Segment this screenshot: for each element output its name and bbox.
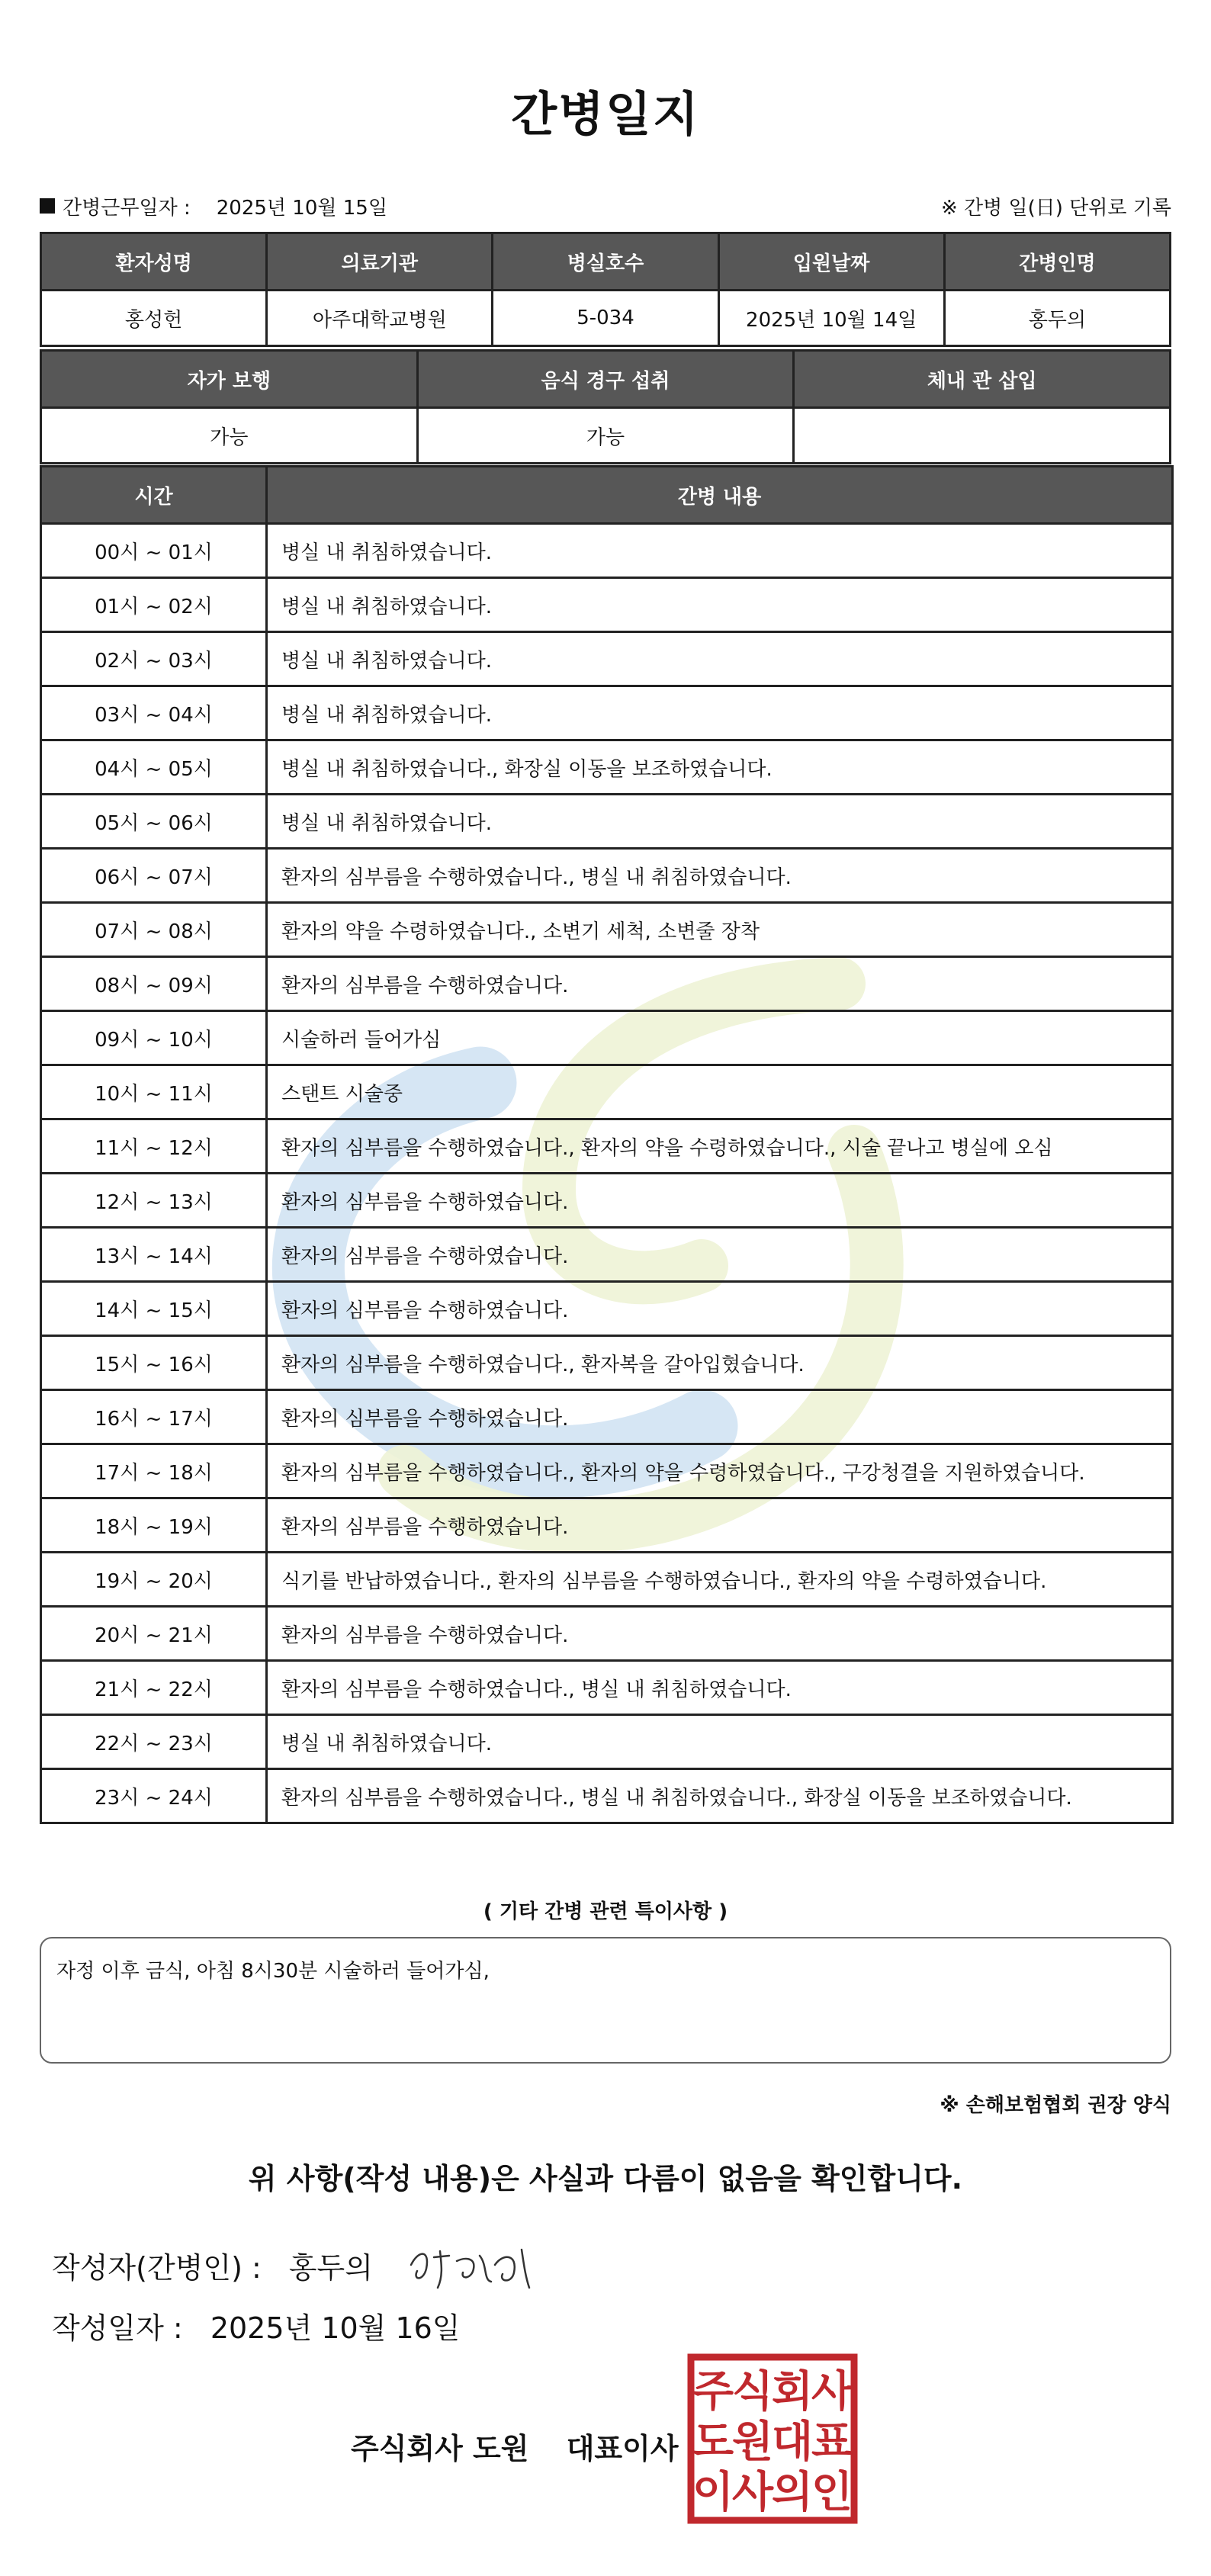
care-content: 환자의 심부름을 수행하였습니다. (267, 1607, 1173, 1661)
table-row (41, 1390, 1173, 1444)
table-row (41, 1498, 1173, 1553)
oral-intake-value: 가능 (417, 408, 794, 464)
written-date-value: 2025년 10월 16일 (210, 2311, 461, 2345)
header-time: 시간 (41, 467, 267, 524)
patient-status-table (40, 349, 1171, 464)
notes-box: 자정 이후 금식, 아침 8시30분 시술하러 들어가심, (40, 1937, 1171, 2064)
care-content: 환자의 심부름을 수행하였습니다., 환자의 약을 수령하였습니다., 구강청결을 지원하였습니다. (267, 1444, 1173, 1498)
header-tube: 체내 관 삽입 (794, 351, 1171, 408)
seal-glyph: 사 (731, 2468, 774, 2517)
signature (403, 2234, 541, 2295)
time-slot: 15시 ~ 16시 (41, 1336, 267, 1390)
time-slot: 03시 ~ 04시 (41, 686, 267, 740)
care-content: 환자의 심부름을 수행하였습니다. (267, 1228, 1173, 1282)
patient-info-table (40, 232, 1171, 347)
time-slot: 01시 ~ 02시 (41, 578, 267, 632)
table-row (41, 740, 1173, 795)
care-content: 환자의 심부름을 수행하였습니다. (267, 1390, 1173, 1444)
table-row (41, 1607, 1173, 1661)
notes-title: ( 기타 간병 관련 특이사항 ) (483, 1900, 728, 1923)
time-slot: 04시 ~ 05시 (41, 740, 267, 795)
time-slot: 20시 ~ 21시 (41, 1607, 267, 1661)
written-date-line (52, 2305, 461, 2346)
care-content: 병실 내 취침하였습니다. (267, 686, 1173, 740)
tube-value (794, 408, 1171, 464)
table-row (41, 1769, 1173, 1823)
care-content: 스탠트 시술중 (267, 1065, 1173, 1119)
company-seal-stamp (686, 2353, 859, 2525)
time-slot: 07시 ~ 08시 (41, 903, 267, 957)
room-number: 5-034 (493, 291, 718, 346)
table-row (41, 1065, 1173, 1119)
care-content: 식기를 반납하였습니다., 환자의 심부름을 수행하였습니다., 환자의 약을 수령하였습니다. (267, 1553, 1173, 1607)
writer-line (52, 2234, 541, 2295)
table-row (41, 1282, 1173, 1336)
table-row (41, 1228, 1173, 1282)
table-row (41, 524, 1173, 578)
time-slot: 00시 ~ 01시 (41, 524, 267, 578)
care-content: 환자의 심부름을 수행하였습니다. (267, 1282, 1173, 1336)
time-slot: 19시 ~ 20시 (41, 1553, 267, 1607)
time-slot: 08시 ~ 09시 (41, 957, 267, 1011)
table-row (41, 1715, 1173, 1769)
company-rep-title: 대표이사 (566, 2432, 679, 2465)
time-slot: 21시 ~ 22시 (41, 1661, 267, 1715)
header-oral-intake: 음식 경구 섭취 (417, 351, 794, 408)
care-content: 병실 내 취침하였습니다. (267, 1715, 1173, 1769)
table-row (41, 1444, 1173, 1498)
care-content: 환자의 약을 수령하였습니다., 소변기 세척, 소변줄 장착 (267, 903, 1173, 957)
page-title: 간병일지 (511, 86, 700, 142)
time-slot: 10시 ~ 11시 (41, 1065, 267, 1119)
writer-name: 홍두의 (288, 2250, 373, 2285)
time-slot: 18시 ~ 19시 (41, 1498, 267, 1553)
time-slot: 09시 ~ 10시 (41, 1011, 267, 1065)
care-content: 환자의 심부름을 수행하였습니다., 환자복을 갈아입혔습니다. (267, 1336, 1173, 1390)
care-content: 환자의 심부름을 수행하였습니다. (267, 1174, 1173, 1228)
time-slot: 16시 ~ 17시 (41, 1390, 267, 1444)
record-note: ※ 간병 일(日) 단위로 기록 (940, 196, 1171, 220)
seal-glyph: 이 (692, 2468, 734, 2517)
recommend-note: ※ 손해보험협회 권장 양식 (940, 2094, 1171, 2117)
table-row (41, 1336, 1173, 1390)
admission-date: 2025년 10월 14일 (718, 291, 944, 346)
care-content: 환자의 심부름을 수행하였습니다., 병실 내 취침하였습니다. (267, 849, 1173, 903)
care-content: 병실 내 취침하였습니다. (267, 632, 1173, 686)
seal-glyph: 사 (811, 2367, 853, 2417)
time-slot: 23시 ~ 24시 (41, 1769, 267, 1823)
hospital: 아주대학교병원 (267, 291, 493, 346)
header-hospital: 의료기관 (267, 233, 493, 291)
seal-glyph: 의 (771, 2468, 814, 2517)
company-line (351, 2425, 679, 2467)
seal-glyph: 인 (811, 2468, 853, 2517)
time-slot: 06시 ~ 07시 (41, 849, 267, 903)
confirm-statement: 위 사항(작성 내용)은 사실과 다름이 없음을 확인합니다. (248, 2162, 963, 2195)
time-slot: 02시 ~ 03시 (41, 632, 267, 686)
header-admission-date: 입원날짜 (718, 233, 944, 291)
seal-glyph: 식 (731, 2367, 774, 2417)
table-row (41, 578, 1173, 632)
care-content: 병실 내 취침하였습니다. (267, 524, 1173, 578)
work-date-label: 간병근무일자 : (63, 196, 191, 220)
care-content: 환자의 심부름을 수행하였습니다., 병실 내 취침하였습니다., 화장실 이동을 보조하였습니다. (267, 1769, 1173, 1823)
work-date (40, 192, 387, 220)
table-row (41, 1553, 1173, 1607)
time-slot: 14시 ~ 15시 (41, 1282, 267, 1336)
header-caregiver: 간병인명 (944, 233, 1170, 291)
table-row (41, 957, 1173, 1011)
table-row (41, 686, 1173, 740)
seal-glyph: 회 (771, 2367, 814, 2417)
company-name: 주식회사 도원 (351, 2432, 529, 2465)
care-schedule-table (40, 465, 1174, 1824)
care-content: 환자의 심부름을 수행하였습니다., 환자의 약을 수령하였습니다., 시술 끝나고 병실에 오심 (267, 1119, 1173, 1174)
time-slot: 11시 ~ 12시 (41, 1119, 267, 1174)
work-date-value: 2025년 10월 15일 (216, 196, 387, 220)
walking-value: 가능 (41, 408, 418, 464)
time-slot: 13시 ~ 14시 (41, 1228, 267, 1282)
table-row (41, 1661, 1173, 1715)
seal-glyph: 도 (692, 2417, 734, 2467)
square-bullet-icon (40, 198, 55, 214)
table-row (41, 1119, 1173, 1174)
table-row (41, 632, 1173, 686)
care-content: 시술하러 들어가심 (267, 1011, 1173, 1065)
table-row (41, 1174, 1173, 1228)
time-slot: 22시 ~ 23시 (41, 1715, 267, 1769)
table-row (41, 795, 1173, 849)
header-patient-name: 환자성명 (41, 233, 267, 291)
care-content: 환자의 심부름을 수행하였습니다. (267, 1498, 1173, 1553)
table-row (41, 903, 1173, 957)
care-content: 병실 내 취침하였습니다. (267, 795, 1173, 849)
written-date-label: 작성일자 : (52, 2311, 183, 2345)
care-content: 병실 내 취침하였습니다., 화장실 이동을 보조하였습니다. (267, 740, 1173, 795)
care-content: 병실 내 취침하였습니다. (267, 578, 1173, 632)
patient-name: 홍성헌 (41, 291, 267, 346)
seal-glyph: 주 (692, 2367, 734, 2417)
caregiver-name: 홍두의 (944, 291, 1170, 346)
header-room: 병실호수 (493, 233, 718, 291)
meta-row (40, 191, 1171, 221)
header-walking: 자가 보행 (41, 351, 418, 408)
seal-glyph: 원 (731, 2417, 774, 2467)
header-care-content: 간병 내용 (267, 467, 1173, 524)
time-slot: 12시 ~ 13시 (41, 1174, 267, 1228)
time-slot: 05시 ~ 06시 (41, 795, 267, 849)
care-content: 환자의 심부름을 수행하였습니다., 병실 내 취침하였습니다. (267, 1661, 1173, 1715)
seal-glyph: 대 (771, 2417, 814, 2467)
writer-label: 작성자(간병인) : (52, 2250, 262, 2285)
table-row (41, 1011, 1173, 1065)
seal-glyph: 표 (811, 2417, 853, 2467)
time-slot: 17시 ~ 18시 (41, 1444, 267, 1498)
table-row (41, 849, 1173, 903)
care-content: 환자의 심부름을 수행하였습니다. (267, 957, 1173, 1011)
